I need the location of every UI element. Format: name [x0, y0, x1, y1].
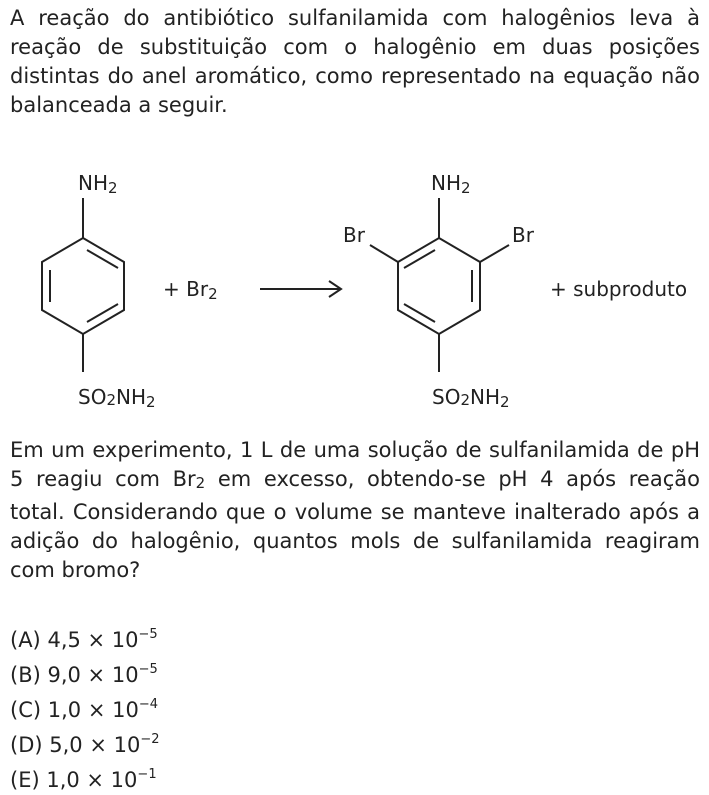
reagent-br2: + Br2 — [163, 277, 218, 303]
option-d[interactable]: (D) $5,0 \times 10^{-2}$ — [10, 732, 160, 757]
option-b[interactable]: (B) $9,0 \times 10^{-5}$ — [10, 662, 158, 687]
reactant-so2nh2-label: SO2NH2 — [78, 385, 156, 411]
product-molecule — [343, 171, 535, 411]
product-ring — [398, 238, 480, 334]
byproduct-label: + subproduto — [550, 277, 688, 301]
reaction-arrow — [260, 281, 341, 297]
product-so2nh2-label: SO2NH2 — [432, 385, 510, 411]
question-paragraph: Em um experimento, 1 L de uma solução de sulfanilamida de pH 5 reagiu com Br2 em excesso, obtendo-se pH 4 após reação total. Considerando que o volume se manteve inalterado após a adição do halogênio, quantos mols de sulfanilamida reagiram com bromo? — [10, 438, 700, 582]
reaction-scheme — [0, 160, 709, 420]
product-br-left-bond — [370, 245, 398, 262]
reactant-nh2-label: NH2 — [78, 171, 118, 197]
product-br-right-bond — [480, 245, 509, 262]
answer-options — [10, 620, 160, 795]
product-br-left-label: Br — [343, 223, 365, 247]
reactant-molecule — [42, 171, 156, 411]
intro-paragraph: A reação do antibiótico sulfanilamida com halogênios leva à reação de substituição com o halogênio em duas posições distintas do anel aromático, como representado na equação não balanceada a seguir. — [10, 6, 700, 117]
product-nh2-label: NH2 — [431, 171, 471, 197]
option-a[interactable]: (A) $4,5 \times 10^{-5}$ — [10, 627, 158, 652]
option-c[interactable]: (C) $1,0 \times 10^{-4}$ — [10, 697, 158, 722]
option-e[interactable]: (E) $1,0 \times 10^{-1}$ — [10, 767, 157, 792]
reactant-ring — [42, 238, 124, 334]
product-br-right-label: Br — [512, 223, 534, 247]
